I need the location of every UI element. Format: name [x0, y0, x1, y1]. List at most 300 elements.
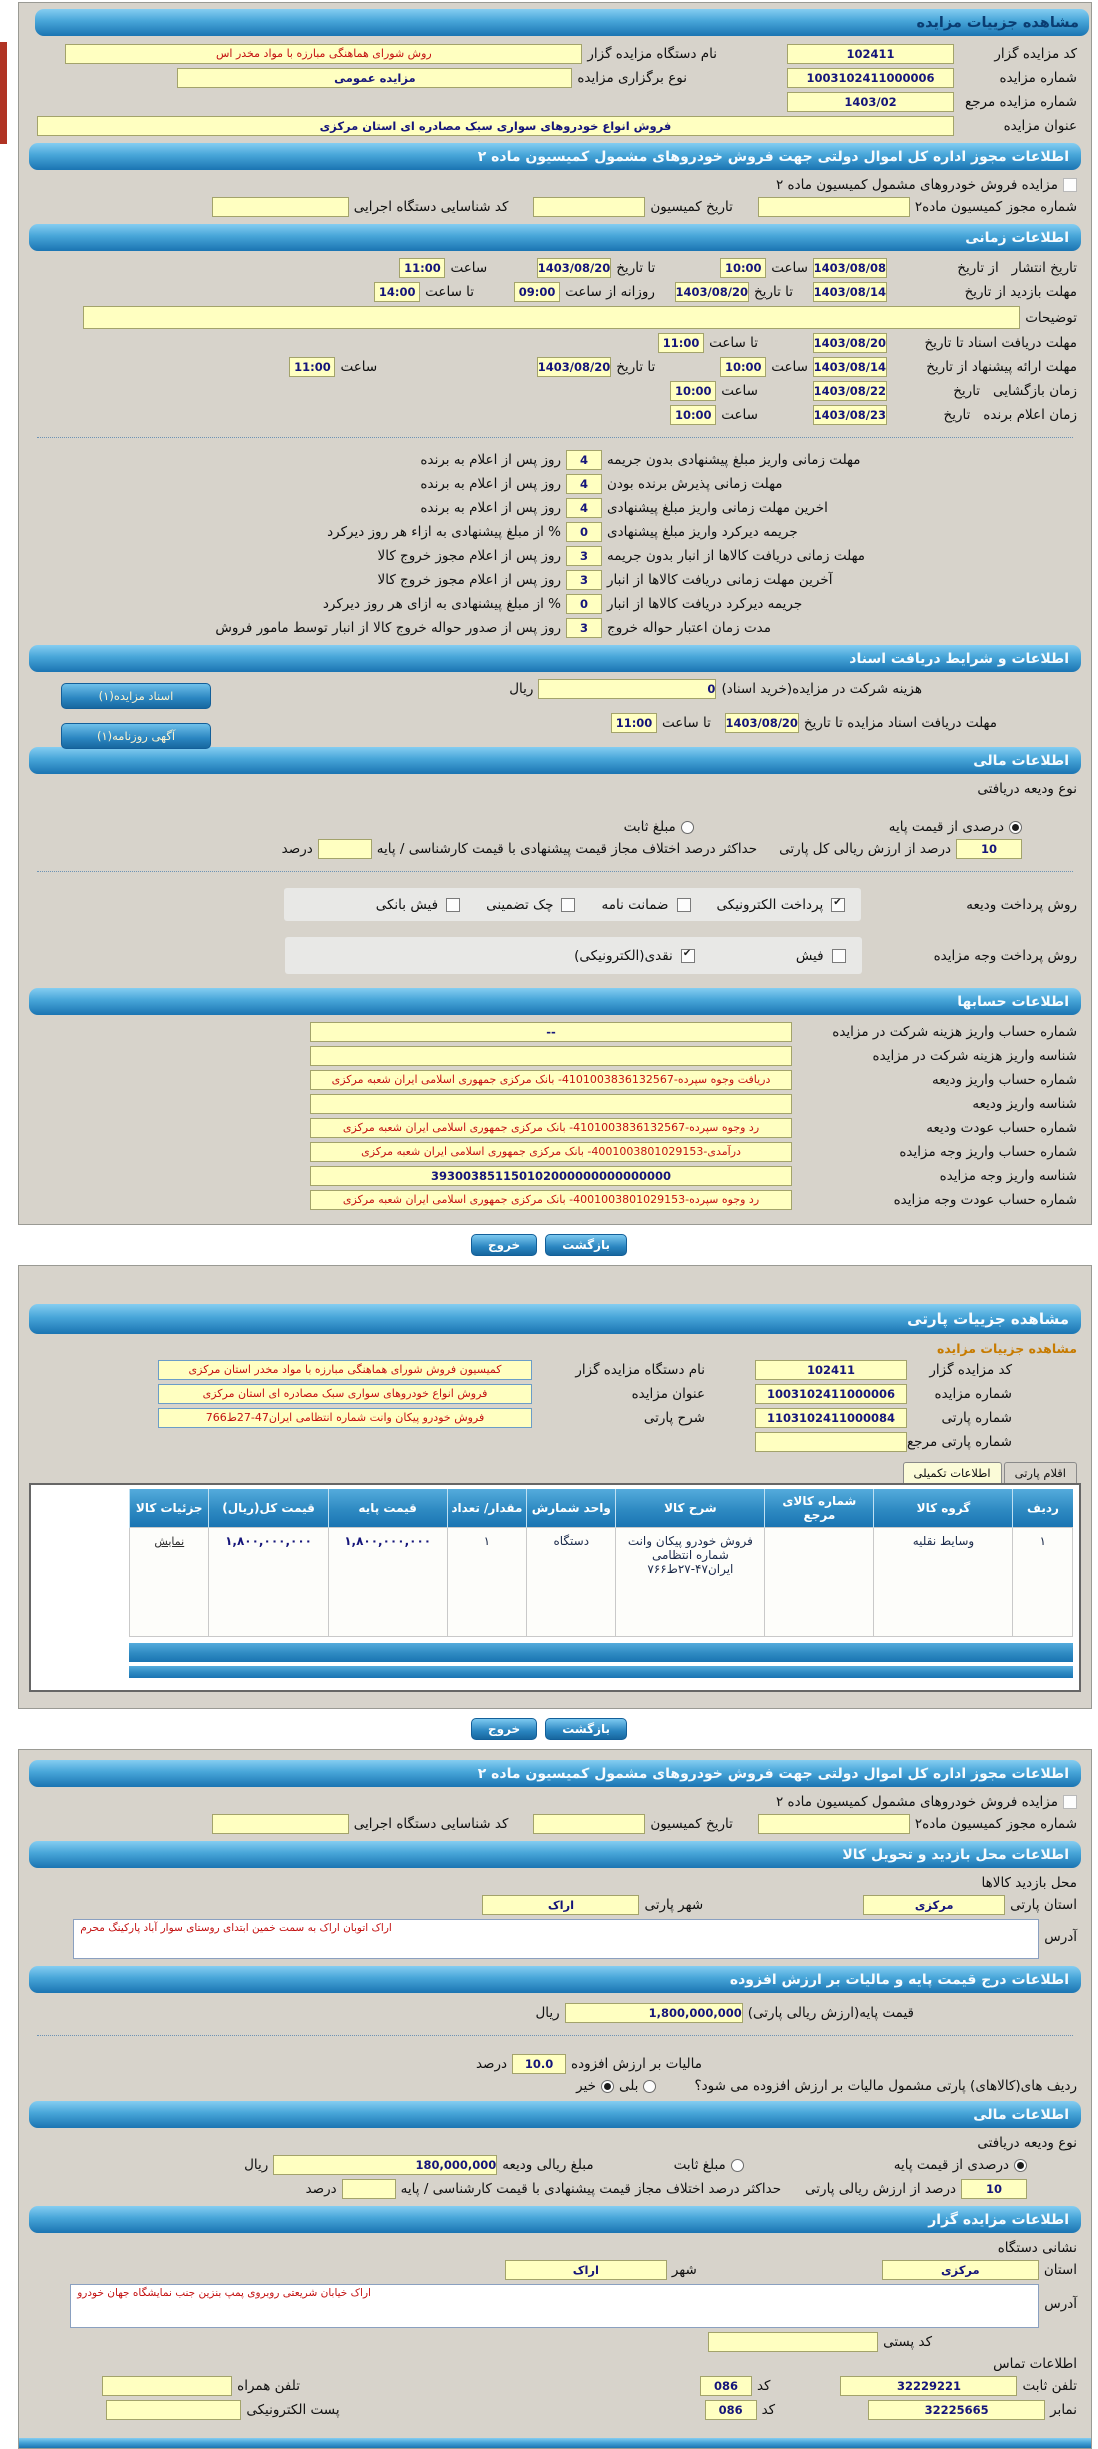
- page-title: مشاهده جزییات مزایده: [916, 14, 1079, 31]
- postal-code-row: [33, 2332, 1077, 2352]
- penalty-suffix: روز پس از اعلام مجوز خروج کالا: [377, 548, 561, 564]
- certified-check-checkbox[interactable]: [561, 898, 575, 912]
- penalty-suffix: روز پس از اعلام به برنده: [420, 500, 561, 516]
- deposit-percent-row: [33, 839, 1077, 859]
- col-quantity: مقدار/ تعداد: [447, 1489, 526, 1528]
- show-details-link[interactable]: نمایش: [154, 1535, 185, 1548]
- deposit-type-row: [33, 2135, 1077, 2151]
- financial-header-text: اطلاعات مالی: [973, 752, 1069, 769]
- penalty-row: [33, 450, 1077, 470]
- org-address-row: [33, 2284, 1077, 2328]
- docs-header-text: اطلاعات و شرایط دریافت اسناد: [849, 650, 1069, 667]
- penalty-suffix: روز پس از صدور حواله خروج کالا از انبار توسط مامور فروش: [215, 620, 561, 636]
- vat-no-label: خیر: [576, 2078, 596, 2094]
- max-diff-field[interactable]: [318, 839, 372, 859]
- cell-ref-goods-number: [765, 1528, 874, 1637]
- penalty-value-field[interactable]: 4: [566, 450, 602, 470]
- parti-number-field[interactable]: 1103102411000084: [755, 1408, 907, 1428]
- auction-ref-field[interactable]: 1403/02: [787, 92, 954, 112]
- bank-slip-checkbox[interactable]: [446, 898, 460, 912]
- hour-label: ساعت: [721, 383, 758, 399]
- parti-number-row: [33, 1408, 1077, 1428]
- price-vat-header-text: اطلاعات درج قیمت پایه و مالیات بر ارزش افزوده: [729, 1971, 1069, 1988]
- divider: [37, 871, 1073, 872]
- base-price-field[interactable]: 1,800,000,000: [565, 2003, 743, 2023]
- address-label: آدرس: [1044, 1929, 1077, 1945]
- deposit-percent-row: [33, 2179, 1077, 2199]
- winner-announce-hour[interactable]: 10:00: [670, 405, 716, 425]
- cell-quantity: ۱: [447, 1528, 526, 1637]
- visit-period-row: [33, 282, 1077, 302]
- account-label: شناسه واریز وجه مزایده: [939, 1168, 1077, 1184]
- hour-label: ساعت: [771, 260, 808, 276]
- commission-date-field[interactable]: [533, 197, 645, 217]
- accounts-header-text: اطلاعات حسابها: [957, 993, 1069, 1010]
- winner-announce-date[interactable]: 1403/08/23: [813, 405, 887, 425]
- fixed-amount-radio[interactable]: [731, 2159, 744, 2172]
- divider: [37, 437, 1073, 438]
- penalty-suffix: % از مبلغ پیشنهادی به ازاء هر روز دیرکرد: [327, 524, 561, 540]
- parti-details-titlebar: [29, 1304, 1081, 1334]
- deposit-amount-label: مبلغ ریالی ودیعه: [502, 2157, 594, 2173]
- auctioneer-org-field[interactable]: روش شورای هماهنگی مبارزه با مواد مخدر اس: [65, 44, 582, 64]
- account-label: شماره حساب واریز هزینه شرکت در مزایده: [832, 1024, 1077, 1040]
- parti-ref-field[interactable]: [755, 1432, 907, 1452]
- penalty-value-field[interactable]: 3: [566, 618, 602, 638]
- parti-ref-row: [33, 1432, 1077, 1452]
- certified-check-label: چک تضمینی: [486, 896, 554, 913]
- docs-deadline-date[interactable]: 1403/08/20: [813, 333, 887, 353]
- vat-field[interactable]: 10.0: [512, 2054, 566, 2074]
- auction-number-row: [33, 68, 1077, 88]
- parti-items-table-box: [29, 1483, 1081, 1692]
- daily-from-hour-label: روزانه از ساعت: [565, 284, 655, 300]
- deposit-option-row: [33, 2155, 1077, 2175]
- parti-title: مشاهده جزییات پارتی: [907, 1310, 1069, 1328]
- area-code-label: کد: [756, 2378, 771, 2394]
- col-row-index: ردیف: [1013, 1489, 1073, 1528]
- phone-row: [33, 2376, 1077, 2396]
- auction-documents-button[interactable]: اسناد مزایده(۱): [61, 683, 211, 709]
- auction-title-field[interactable]: فروش انواع خودروهای سواری سبک مصادره ای استان مرکزی: [37, 116, 954, 136]
- deposit-type-row: [33, 781, 1077, 797]
- penalty-label: جریمه دیرکرد واریز مبلغ پیشنهادی: [607, 524, 798, 540]
- account-label: شناسه واریز هزینه شرکت در مزایده: [872, 1048, 1077, 1064]
- permit-number-label: شماره مجوز کمیسیون ماده۲: [914, 1816, 1077, 1832]
- penalty-value-field[interactable]: 0: [566, 522, 602, 542]
- publish-from-hour[interactable]: 10:00: [720, 258, 766, 278]
- slip-label: فیش: [795, 947, 824, 964]
- slip-checkbox[interactable]: [832, 949, 846, 963]
- fixed-amount-label: مبلغ ثابت: [673, 2157, 726, 2173]
- org-city-label: شهر: [671, 2262, 697, 2278]
- org-province-field[interactable]: مرکزی: [882, 2260, 1039, 2280]
- contact-header-row: [33, 2356, 1077, 2372]
- electronic-payment-checkbox[interactable]: [831, 898, 845, 912]
- fax-field[interactable]: 32225665: [868, 2400, 1045, 2420]
- col-goods-group: گروه کالا: [874, 1489, 1013, 1528]
- participation-fee-field[interactable]: 0: [538, 679, 716, 699]
- org-province-row: [33, 2260, 1077, 2280]
- commission-date-field[interactable]: [533, 1814, 645, 1834]
- permit-checkbox-row: [33, 177, 1077, 193]
- tab-extra-info[interactable]: اطلاعات تکمیلی: [903, 1462, 1002, 1483]
- exec-id-field[interactable]: [212, 197, 349, 217]
- permit-header-text: اطلاعات مجوز اداره کل اموال دولتی جهت فروش خودروهای مشمول کمیسیون ماده ۲: [477, 148, 1069, 165]
- winner-announce-label: زمان اعلام برنده تاریخ: [943, 407, 1077, 423]
- parti-desc-label: شرح پارتی: [643, 1410, 705, 1426]
- newspaper-ad-button[interactable]: آگهی روزنامه(۱): [61, 723, 211, 749]
- auction-type-label: نوع برگزاری مزایده: [577, 70, 687, 86]
- auction-number-field[interactable]: 1003102411000006: [755, 1384, 907, 1404]
- org-city-field[interactable]: اراک: [505, 2260, 667, 2280]
- penalty-suffix: روز پس از اعلام به برنده: [420, 476, 561, 492]
- vat-question-row: [33, 2078, 1077, 2094]
- offer-period-row: [33, 357, 1077, 377]
- account-row: [33, 1166, 1077, 1186]
- org-address-header-row: [33, 2240, 1077, 2256]
- docs-deadline-row: [33, 333, 1077, 353]
- permit-header-text: اطلاعات مجوز اداره کل اموال دولتی جهت فروش خودروهای مشمول کمیسیون ماده ۲: [477, 1765, 1069, 1782]
- rial-label: ریال: [535, 2005, 560, 2021]
- permit-number-field[interactable]: [758, 1814, 910, 1834]
- docs-section: [19, 679, 1091, 743]
- parti-province-row: [33, 1895, 1077, 1915]
- phone-label: تلفن ثابت: [1022, 2378, 1077, 2394]
- fax-row: [33, 2400, 1077, 2420]
- tab-parti-items[interactable]: اقلام پارتی: [1004, 1462, 1077, 1483]
- parti-province-field[interactable]: مرکزی: [863, 1895, 1005, 1915]
- auction-details-panel: [18, 2, 1092, 1225]
- deposit-amount-field[interactable]: 180,000,000: [273, 2155, 497, 2175]
- auction-payment-label: روش پرداخت وجه مزایده: [933, 947, 1077, 964]
- visit-address-row: [33, 1919, 1077, 1959]
- account-label: شماره حساب عودت ودیعه: [926, 1120, 1077, 1136]
- table-footer-bar: [129, 1666, 1073, 1678]
- auction-ref-label: شماره مزایده مرجع: [965, 94, 1077, 110]
- email-field[interactable]: [106, 2400, 241, 2420]
- vat-yes-radio[interactable]: [643, 2080, 656, 2093]
- accounts-section-header: [29, 988, 1081, 1015]
- auction-number-field[interactable]: 1003102411000006: [787, 68, 954, 88]
- visit-place-header-text: اطلاعات محل بازدید و تحویل کالا: [842, 1846, 1069, 1863]
- time-section-header: [29, 224, 1081, 251]
- auctioneer-code-label: کد مزایده گزار: [929, 1362, 1012, 1378]
- visit-from-hour[interactable]: 09:00: [514, 282, 560, 302]
- phone-field[interactable]: 32229221: [840, 2376, 1017, 2396]
- offer-from-date[interactable]: 1403/08/14: [813, 357, 887, 377]
- parti-number-label: شماره پارتی: [941, 1410, 1012, 1426]
- account-field[interactable]: دریافت وجوه سپرده-4101003836132567- بانک مرکزی جمهوری اسلامی ایران شعبه مرکزی: [310, 1070, 792, 1090]
- account-label: شماره حساب واریز وجه مزایده: [899, 1144, 1077, 1160]
- table-row: [130, 1528, 1073, 1637]
- account-row: [33, 1190, 1077, 1210]
- docs-receipt-deadline-date[interactable]: 1403/08/20: [725, 713, 799, 733]
- financial-header-text: اطلاعات مالی: [973, 2106, 1069, 2123]
- auction-ref-row: [33, 92, 1077, 112]
- parti-province-label: استان پارتی: [1010, 1897, 1077, 1913]
- vat-question-label: ردیف های(کالاهای) پارتی مشمول مالیات بر ارزش افزوده می شود؟: [694, 2078, 1077, 2094]
- visit-from-label: مهلت بازدید از تاریخ: [964, 284, 1077, 300]
- electronic-payment-label: پرداخت الکترونیکی: [716, 896, 824, 913]
- penalty-row: [33, 618, 1077, 638]
- auction-title-label: عنوان مزایده: [1003, 118, 1077, 134]
- opening-hour[interactable]: 10:00: [670, 381, 716, 401]
- opening-time-row: [33, 381, 1077, 401]
- account-field[interactable]: [310, 1046, 792, 1066]
- mobile-field[interactable]: [102, 2376, 232, 2396]
- cell-goods-desc: فروش خودرو پیکان وانت شماره انتظامی ایران۴۷-۲۷ط۷۶۶: [616, 1528, 765, 1637]
- auction-title-row: [33, 116, 1077, 136]
- docs-section-header: [29, 645, 1081, 672]
- docs-deadline-hour[interactable]: 11:00: [658, 333, 704, 353]
- left-edge-accent: [0, 42, 7, 144]
- offer-to-date[interactable]: 1403/08/20: [537, 357, 611, 377]
- max-diff-label: حداکثر درصد اختلاف مجاز قیمت پیشنهادی با قیمت کارشناسی / پایه: [400, 2181, 782, 2197]
- account-field[interactable]: 393003851150102000000000000000: [310, 1166, 792, 1186]
- publish-from-date[interactable]: 1403/08/08: [813, 258, 887, 278]
- deposit-payment-label: روش پرداخت ودیعه: [966, 896, 1077, 913]
- back-button[interactable]: بازگشت: [545, 1718, 627, 1740]
- deposit-percent-label: درصد از ارزش ریالی کل پارتی: [779, 841, 951, 857]
- account-label: شماره حساب واریز ودیعه: [932, 1072, 1077, 1088]
- auctioneer-info-header-text: اطلاعات مزایده گزار: [928, 2211, 1069, 2228]
- auctioneer-code-field[interactable]: 102411: [787, 44, 954, 64]
- max-diff-field[interactable]: [342, 2179, 396, 2199]
- visit-place-row: [33, 1875, 1077, 1891]
- account-row: [33, 1022, 1077, 1042]
- base-price-row: [33, 2003, 1077, 2023]
- phone-code-field[interactable]: 086: [700, 2376, 752, 2396]
- permit-number-field[interactable]: [758, 197, 910, 217]
- cash-electronic-checkbox[interactable]: [681, 949, 695, 963]
- cell-total-price: ۱,۸۰۰,۰۰۰,۰۰۰: [209, 1528, 328, 1637]
- max-diff-label: حداکثر درصد اختلاف مجاز قیمت پیشنهادی با قیمت کارشناسی / پایه: [376, 841, 758, 857]
- permit-fields-row: [33, 197, 1077, 217]
- visit-to-hour[interactable]: 14:00: [374, 282, 420, 302]
- account-row: [33, 1094, 1077, 1114]
- vat-yes-label: بلی: [618, 2078, 639, 2094]
- offer-from-label: مهلت ارائه پیشنهاد از تاریخ: [926, 359, 1077, 375]
- cell-count-unit: دستگاه: [527, 1528, 616, 1637]
- opening-date[interactable]: 1403/08/22: [813, 381, 887, 401]
- commission-date-label: تاریخ کمیسیون: [650, 1816, 733, 1832]
- divider: [37, 2035, 1073, 2036]
- auctioneer-org-field[interactable]: کمیسیون فروش شورای هماهنگی مبارزه با مواد مخدر استان مرکزی: [158, 1360, 532, 1380]
- auction-title-field[interactable]: فروش انواع خودروهای سواری سبک مصادره ای استان مرکزی: [158, 1384, 532, 1404]
- percent-label: درصد: [475, 2056, 508, 2072]
- postal-code-field[interactable]: [708, 2332, 878, 2352]
- address-label: آدرس: [1044, 2296, 1077, 2312]
- parti-items-table: [129, 1489, 1073, 1637]
- permit-fields-row: [33, 1814, 1077, 1834]
- contact-info-header: اطلاعات تماس: [993, 2356, 1077, 2372]
- to-date-label: تا تاریخ: [616, 359, 656, 375]
- bottom-bar: [19, 2438, 1091, 2448]
- penalty-label: آخرین مهلت زمانی دریافت کالاها از انبار: [607, 572, 833, 588]
- table-footer-bar: [129, 1643, 1073, 1662]
- penalty-label: جریمه دیرکرد دریافت کالاها از انبار: [607, 596, 803, 612]
- participation-fee-label: هزینه شرکت در مزایده(خرید اسناد): [721, 681, 922, 697]
- auction-payment-options: [285, 937, 862, 974]
- visit-place-label: محل بازدید کالاها: [981, 1875, 1077, 1891]
- penalty-suffix: روز پس از اعلام مجوز خروج کالا: [377, 572, 561, 588]
- org-address-field[interactable]: اراک خیابان شریعتی روبروی پمپ بنزین جنب نمایشگاه جهان خودرو: [70, 2284, 1039, 2328]
- penalty-row: [33, 474, 1077, 494]
- visit-address-field[interactable]: اراک اتوبان اراک به سمت خمین ابتدای روستای سوار آباد پارکینگ محرم: [73, 1919, 1039, 1959]
- penalty-value-field[interactable]: 4: [566, 474, 602, 494]
- auction-details-link[interactable]: مشاهده جزییات مزایده: [936, 1341, 1077, 1356]
- docs-receipt-deadline-label: مهلت دریافت اسناد مزایده تا تاریخ: [803, 715, 997, 731]
- offer-from-hour[interactable]: 10:00: [720, 357, 766, 377]
- parti-desc-field[interactable]: فروش خودرو پیکان وانت شماره انتظامی ایران47-27ط766: [158, 1408, 532, 1428]
- penalty-label: مهلت زمانی واریز مبلغ پیشنهادی بدون جریمه: [607, 452, 861, 468]
- account-field[interactable]: رد وجوه سپرده-4101003836132567- بانک مرکزی جمهوری اسلامی ایران شعبه مرکزی: [310, 1118, 792, 1138]
- percent-of-base-radio[interactable]: [1014, 2159, 1027, 2172]
- col-goods-details: جزئیات کالا: [130, 1489, 209, 1528]
- fixed-amount-label: مبلغ ثابت: [623, 819, 676, 835]
- auction-type-field[interactable]: مزایده عمومی: [177, 68, 572, 88]
- parti-auctioneer-row: [33, 1360, 1077, 1380]
- penalty-row: [33, 594, 1077, 614]
- description-row: [33, 306, 1077, 329]
- deposit-payment-row: [33, 888, 1077, 921]
- exit-button[interactable]: خروج: [471, 1234, 537, 1256]
- guarantee-checkbox[interactable]: [677, 898, 691, 912]
- winner-announce-row: [33, 405, 1077, 425]
- penalty-suffix: % از مبلغ پیشنهادی به ازای هر روز دیرکرد: [322, 596, 561, 612]
- permit-checkbox-row: [33, 1794, 1077, 1810]
- exit-button[interactable]: خروج: [471, 1718, 537, 1740]
- deposit-percent-field[interactable]: 10: [961, 2179, 1027, 2199]
- vat-no-radio[interactable]: [601, 2080, 614, 2093]
- org-address-header: نشانی دستگاه: [997, 2240, 1077, 2256]
- docs-deadline-label: مهلت دریافت اسناد تا تاریخ: [924, 335, 1077, 351]
- visit-place-section-header: [29, 1841, 1081, 1868]
- article2-checkbox[interactable]: [1063, 1795, 1077, 1809]
- description-field[interactable]: [83, 306, 1020, 329]
- financial-section-header: [29, 747, 1081, 774]
- bank-slip-label: فیش بانکی: [375, 896, 439, 913]
- rial-label: ریال: [509, 681, 534, 697]
- cell-goods-details: [130, 1528, 209, 1637]
- deposit-percent-field[interactable]: 10: [956, 839, 1022, 859]
- time-header-text: اطلاعات زمانی: [965, 229, 1069, 246]
- guarantee-label: ضمانت نامه: [601, 896, 669, 913]
- fixed-amount-radio[interactable]: [681, 821, 694, 834]
- auctioneer-info-section-header: [29, 2206, 1081, 2233]
- email-label: پست الکترونیکی: [246, 2402, 340, 2418]
- hour-label: ساعت: [450, 260, 488, 276]
- account-field[interactable]: [310, 1094, 792, 1114]
- back-button[interactable]: بازگشت: [545, 1234, 627, 1256]
- description-label: توضیحات: [1025, 309, 1077, 326]
- penalty-value-field[interactable]: 3: [566, 546, 602, 566]
- opening-time-label: زمان بازگشایی تاریخ: [953, 383, 1077, 399]
- permit-section-header: [29, 1760, 1081, 1787]
- docs-receipt-deadline-hour[interactable]: 11:00: [611, 713, 657, 733]
- penalty-value-field[interactable]: 3: [566, 570, 602, 590]
- org-province-label: استان: [1043, 2262, 1077, 2278]
- penalty-label: مدت زمان اعتبار حواله خروج: [607, 620, 772, 636]
- auctioneer-code-field[interactable]: 102411: [755, 1360, 907, 1380]
- exec-id-field[interactable]: [212, 1814, 349, 1834]
- deposit-option-row: [33, 819, 1077, 835]
- auction-details-link-row: [33, 1341, 1077, 1356]
- account-field[interactable]: --: [310, 1022, 792, 1042]
- deposit-type-label: نوع ودیعه دریافتی: [977, 2135, 1077, 2151]
- percent-label: درصد: [281, 841, 313, 857]
- penalty-label: مهلت زمانی دریافت کالاها از انبار بدون جریمه: [607, 548, 866, 564]
- penalty-suffix: روز پس از اعلام به برنده: [420, 452, 561, 468]
- percent-label: درصد: [305, 2181, 337, 2197]
- col-goods-desc: شرح کالا: [616, 1489, 765, 1528]
- publish-to-date[interactable]: 1403/08/20: [537, 258, 611, 278]
- publish-date-row: [33, 258, 1077, 278]
- area-code-label: کد: [761, 2402, 776, 2418]
- parti-tabs: [33, 1462, 1077, 1483]
- account-row: [33, 1118, 1077, 1138]
- to-hour-label: تا ساعت: [662, 715, 711, 731]
- auctioneer-org-label: نام دستگاه مزایده گزار: [587, 46, 717, 62]
- penalty-value-field[interactable]: 0: [566, 594, 602, 614]
- col-ref-goods-number: شماره کالای مرجع: [765, 1489, 874, 1528]
- fax-code-field[interactable]: 086: [705, 2400, 757, 2420]
- permit-number-label: شماره مجوز کمیسیون ماده۲: [914, 199, 1077, 215]
- article2-checkbox[interactable]: [1063, 178, 1077, 192]
- visit-to-date[interactable]: 1403/08/20: [675, 282, 749, 302]
- vat-label: مالیات بر ارزش افزوده: [571, 2056, 702, 2072]
- cell-goods-group: وسایط نقلیه: [874, 1528, 1013, 1637]
- financial-section-header: [29, 2101, 1081, 2128]
- visit-from-date[interactable]: 1403/08/14: [813, 282, 887, 302]
- percent-of-base-label: درصدی از قیمت پایه: [893, 2157, 1009, 2173]
- percent-of-base-radio[interactable]: [1009, 821, 1022, 834]
- col-total-price: قیمت کل(ریال): [209, 1489, 328, 1528]
- auction-number-label: شماره مزایده: [999, 70, 1077, 86]
- parti-city-field[interactable]: اراک: [482, 1895, 639, 1915]
- hour-label: ساعت: [721, 407, 758, 423]
- exec-id-label: کد شناسایی دستگاه اجرایی: [353, 199, 509, 215]
- account-field[interactable]: رد وجوه سپرده-4001003801029153- بانک مرکزی جمهوری اسلامی ایران شعبه مرکزی: [310, 1190, 792, 1210]
- publish-to-hour[interactable]: 11:00: [399, 258, 445, 278]
- to-date-label: تا تاریخ: [753, 284, 793, 300]
- account-field[interactable]: درآمدی-4001003801029153- بانک مرکزی جمهوری اسلامی ایران شعبه مرکزی: [310, 1142, 792, 1162]
- penalty-value-field[interactable]: 4: [566, 498, 602, 518]
- parti-details-panel: [18, 1265, 1092, 1709]
- cell-base-price: ۱,۸۰۰,۰۰۰,۰۰۰: [328, 1528, 447, 1637]
- account-label: شماره حساب عودت وجه مزایده: [893, 1192, 1077, 1208]
- publish-date-label: تاریخ انتشار از تاریخ: [957, 260, 1077, 276]
- percent-of-base-label: درصدی از قیمت پایه: [888, 819, 1004, 835]
- vat-percent-row: [33, 2054, 1077, 2074]
- cell-row-index: ۱: [1013, 1528, 1073, 1637]
- article2-checkbox-label: مزایده فروش خودروهای مشمول کمیسیون ماده ۲: [775, 177, 1058, 193]
- col-count-unit: واحد شمارش: [527, 1489, 616, 1528]
- price-vat-section-header: [29, 1966, 1081, 1993]
- form-buttons: [0, 1709, 1098, 1749]
- auctioneer-row: [33, 44, 1077, 64]
- form-buttons: [0, 1225, 1098, 1265]
- rial-label: ریال: [244, 2157, 269, 2173]
- col-base-price: قیمت پایه: [328, 1489, 447, 1528]
- exec-id-label: کد شناسایی دستگاه اجرایی: [353, 1816, 509, 1832]
- auction-number-label: شماره مزایده: [934, 1386, 1012, 1402]
- cash-electronic-label: نقدی(الکترونیکی): [574, 947, 673, 964]
- offer-to-hour[interactable]: 11:00: [289, 357, 335, 377]
- to-date-label: تا تاریخ: [616, 260, 656, 276]
- fax-label: نمابر: [1050, 2402, 1077, 2418]
